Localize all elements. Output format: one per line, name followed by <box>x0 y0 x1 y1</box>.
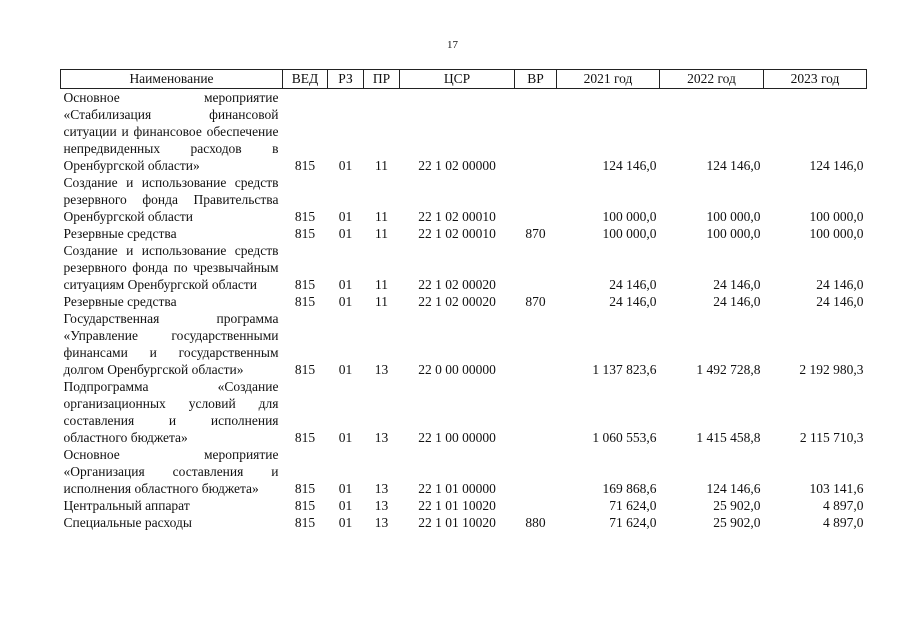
cell-pr: 11 <box>375 226 388 241</box>
cell-pr: 13 <box>374 430 389 445</box>
cell-name: Центральный аппарат <box>63 498 190 513</box>
cell-2022: 24 146,0 <box>713 277 761 292</box>
cell-pr: 13 <box>374 515 389 530</box>
cell-vr: 870 <box>525 226 546 241</box>
table-row <box>61 514 867 531</box>
cell-2021: 124 146,0 <box>602 158 657 173</box>
cell-2023: 103 141,6 <box>809 481 864 496</box>
cell-name: Специальные расходы <box>63 515 192 530</box>
cell-2021: 71 624,0 <box>609 498 657 513</box>
cell-vr <box>515 378 557 446</box>
cell-rz: 01 <box>338 209 353 224</box>
cell-2022: 124 146,0 <box>706 158 761 173</box>
cell-csr: 22 1 00 00000 <box>418 430 496 445</box>
cell-vr: 870 <box>525 294 546 309</box>
cell-2023: 4 897,0 <box>823 498 864 513</box>
cell-rz: 01 <box>338 430 353 445</box>
cell-vr <box>515 310 557 378</box>
table-row <box>61 378 867 446</box>
cell-rz: 01 <box>338 158 353 173</box>
header-rz: РЗ <box>328 70 364 89</box>
cell-name: Подпрограмма «Создание организационных условий для составления и исполнения областного бюджета» <box>63 379 279 445</box>
header-2021: 2021 год <box>557 70 660 89</box>
cell-ved: 815 <box>294 294 316 309</box>
cell-2021: 1 060 553,6 <box>592 430 657 445</box>
cell-csr: 22 1 02 00000 <box>418 158 496 173</box>
cell-ved: 815 <box>294 277 316 292</box>
cell-2021: 1 137 823,6 <box>592 362 657 377</box>
cell-2022: 25 902,0 <box>713 498 761 513</box>
table-row <box>61 242 867 293</box>
table-row <box>61 225 867 242</box>
cell-ved: 815 <box>294 430 316 445</box>
cell-vr <box>515 174 557 225</box>
cell-rz: 01 <box>338 294 353 309</box>
table-row <box>61 446 867 497</box>
cell-2021: 100 000,0 <box>602 226 657 241</box>
header-ved: ВЕД <box>283 70 328 89</box>
cell-csr: 22 1 02 00020 <box>418 294 496 309</box>
header-name: Наименование <box>61 70 283 89</box>
cell-2022: 25 902,0 <box>713 515 761 530</box>
cell-rz: 01 <box>338 362 353 377</box>
cell-2022: 100 000,0 <box>706 209 761 224</box>
cell-csr: 22 1 01 00000 <box>418 481 496 496</box>
cell-ved: 815 <box>294 226 316 241</box>
header-pr: ПР <box>364 70 400 89</box>
cell-name: Основное мероприятие «Стабилизация финансовой ситуации и финансовое обеспечение непредвиденных расходов в Оренбургской области» <box>63 90 279 173</box>
cell-2023: 24 146,0 <box>816 277 864 292</box>
cell-pr: 13 <box>374 362 389 377</box>
cell-pr: 13 <box>374 481 389 496</box>
cell-2023: 2 115 710,3 <box>799 430 864 445</box>
cell-pr: 11 <box>375 158 388 173</box>
cell-2022: 24 146,0 <box>713 294 761 309</box>
table-row <box>61 497 867 514</box>
cell-rz: 01 <box>338 481 353 496</box>
cell-pr: 11 <box>375 209 388 224</box>
cell-rz: 01 <box>338 226 353 241</box>
cell-2023: 100 000,0 <box>809 209 864 224</box>
cell-2021: 100 000,0 <box>602 209 657 224</box>
cell-2023: 124 146,0 <box>809 158 864 173</box>
cell-ved: 815 <box>294 158 316 173</box>
header-2023: 2023 год <box>764 70 867 89</box>
cell-2022: 1 415 458,8 <box>696 430 761 445</box>
cell-2021: 24 146,0 <box>609 277 657 292</box>
cell-csr: 22 1 01 10020 <box>418 515 496 530</box>
budget-table <box>60 69 867 531</box>
cell-rz: 01 <box>338 498 353 513</box>
cell-vr <box>515 242 557 293</box>
cell-2023: 24 146,0 <box>816 294 864 309</box>
cell-rz: 01 <box>338 277 353 292</box>
cell-pr: 11 <box>375 294 388 309</box>
cell-csr: 22 1 01 10020 <box>418 498 496 513</box>
cell-ved: 815 <box>294 362 316 377</box>
table-row <box>61 174 867 225</box>
cell-ved: 815 <box>294 481 316 496</box>
header-vr: ВР <box>515 70 557 89</box>
cell-vr <box>515 446 557 497</box>
page-number: 17 <box>447 39 458 51</box>
cell-2021: 24 146,0 <box>609 294 657 309</box>
cell-pr: 11 <box>375 277 388 292</box>
cell-2023: 2 192 980,3 <box>799 362 864 377</box>
table-row <box>61 310 867 378</box>
header-csr: ЦСР <box>400 70 515 89</box>
cell-2022: 1 492 728,8 <box>696 362 761 377</box>
cell-2021: 169 868,6 <box>602 481 657 496</box>
cell-ved: 815 <box>294 498 316 513</box>
cell-name: Государственная программа «Управление государственными финансами и государственным долгом Оренбургской области» <box>63 311 279 377</box>
cell-ved: 815 <box>294 209 316 224</box>
cell-pr: 13 <box>374 498 389 513</box>
cell-2022: 100 000,0 <box>706 226 761 241</box>
cell-vr <box>515 497 557 514</box>
cell-vr: 880 <box>525 515 546 530</box>
cell-2023: 100 000,0 <box>809 226 864 241</box>
cell-2022: 124 146,6 <box>706 481 761 496</box>
cell-2021: 71 624,0 <box>609 515 657 530</box>
cell-csr: 22 1 02 00010 <box>418 226 496 241</box>
cell-name: Создание и использование средств резервного фонда Правительства Оренбургской области <box>63 175 279 224</box>
header-2022: 2022 год <box>660 70 764 89</box>
table-row <box>61 89 867 175</box>
table-header-row <box>61 70 867 89</box>
cell-name: Создание и использование средств резервного фонда по чрезвычайным ситуациям Оренбургской области <box>63 243 279 292</box>
table-body <box>61 89 867 532</box>
cell-csr: 22 1 02 00020 <box>418 277 496 292</box>
cell-ved: 815 <box>294 515 316 530</box>
cell-2023: 4 897,0 <box>823 515 864 530</box>
cell-csr: 22 0 00 00000 <box>418 362 496 377</box>
cell-csr: 22 1 02 00010 <box>418 209 496 224</box>
cell-name: Резервные средства <box>63 226 177 241</box>
cell-rz: 01 <box>338 515 353 530</box>
table-row <box>61 293 867 310</box>
cell-vr <box>515 89 557 175</box>
cell-name: Резервные средства <box>63 294 177 309</box>
cell-name: Основное мероприятие «Организация составления и исполнения областного бюджета» <box>63 447 279 496</box>
